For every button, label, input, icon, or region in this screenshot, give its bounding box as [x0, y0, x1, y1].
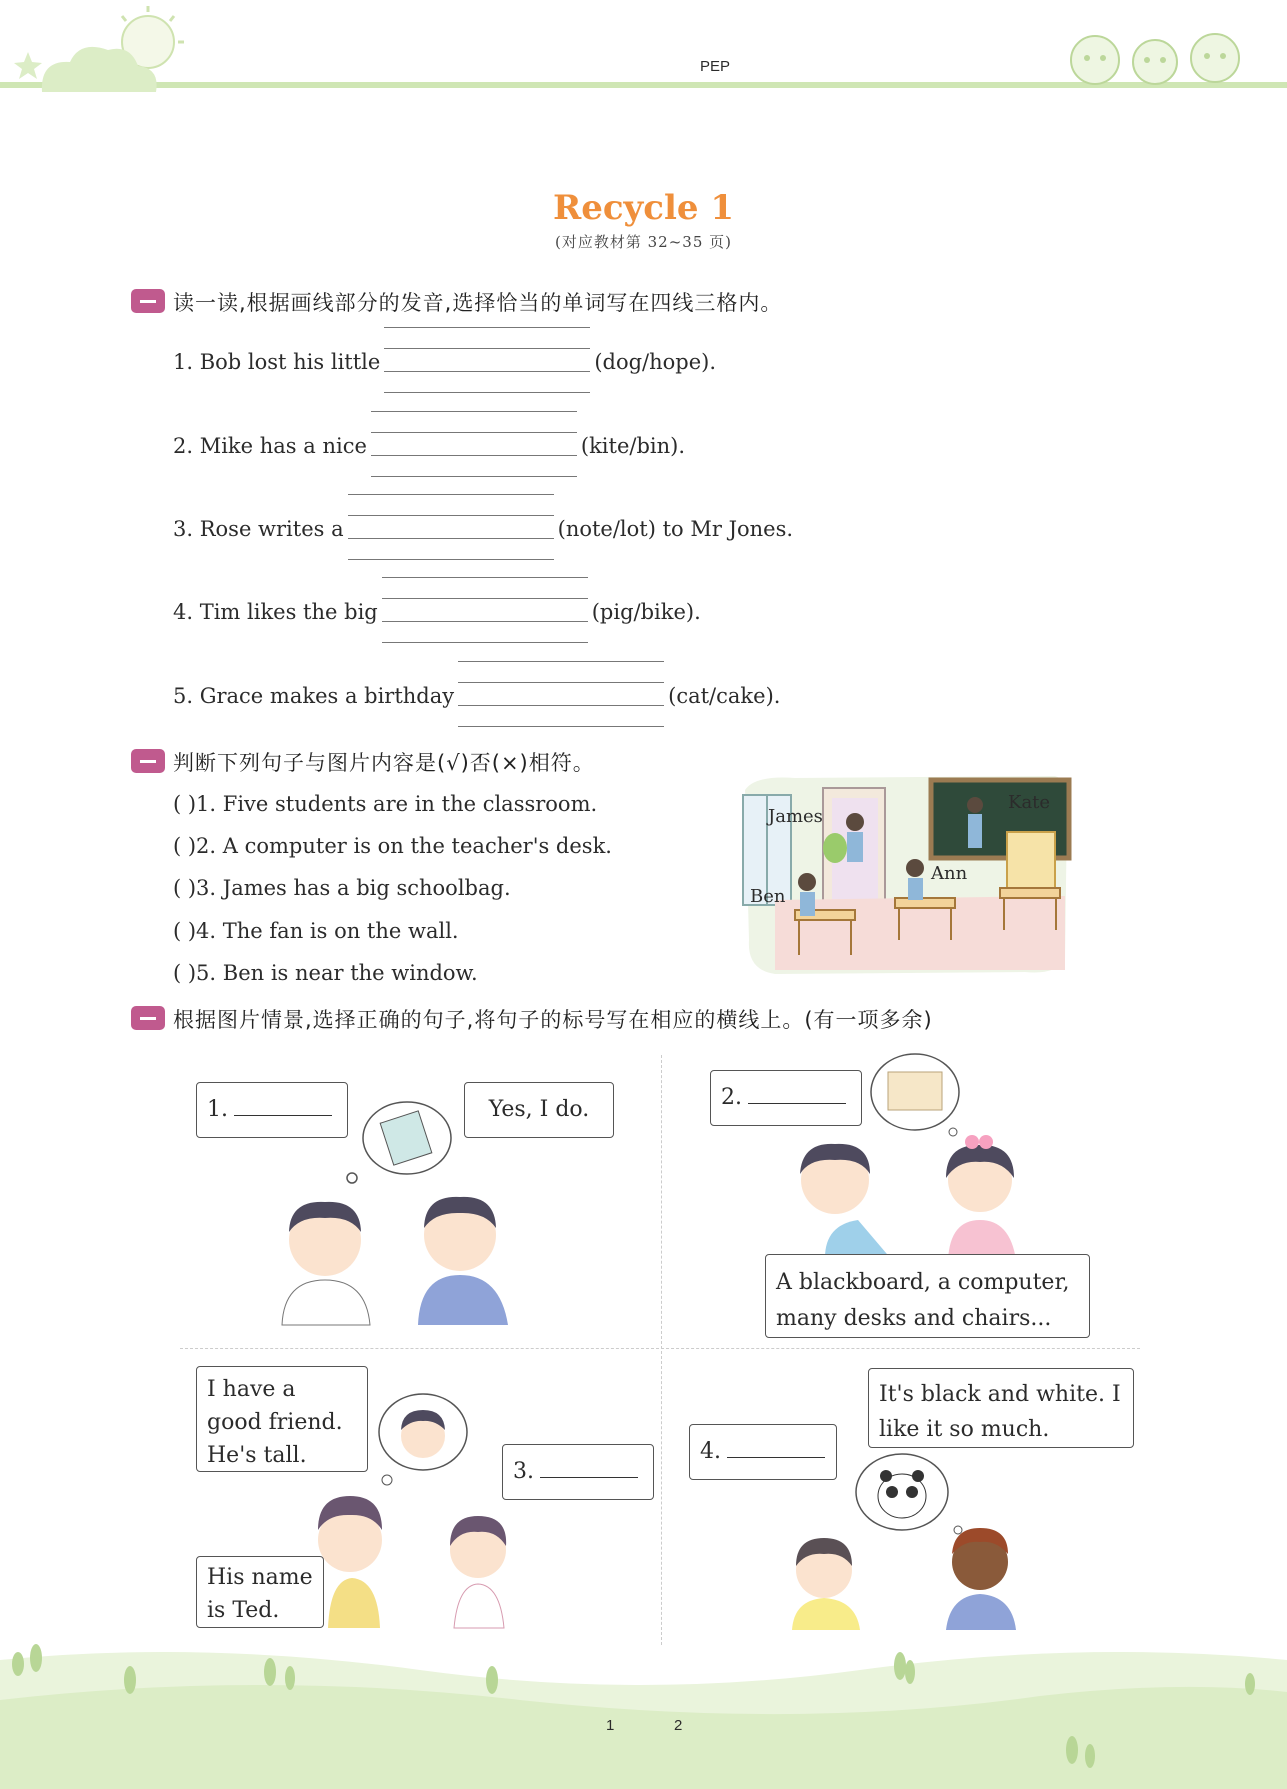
animal-faces-decoration [1055, 20, 1255, 90]
panel-2-reply-bubble: A blackboard, a computer, many desks and chairs... [765, 1254, 1090, 1338]
item-options: (pig/bike). [591, 600, 701, 624]
panel-3-speech-bubble-2: His name is Ted. [196, 1556, 324, 1628]
item-options: (note/lot) to Mr Jones. [557, 517, 794, 541]
label-kate: Kate [1008, 792, 1051, 813]
four-line-blank[interactable] [458, 683, 664, 703]
judgement-item[interactable]: ( )3. James has a big schoolbag. [173, 876, 511, 900]
section-2-instruction: 判断下列句子与图片内容是(√)否(×)相符。 [173, 751, 595, 775]
panel-2-illustration [780, 1050, 1030, 1260]
four-line-blank[interactable] [382, 599, 588, 619]
exercise-1-item [173, 349, 716, 374]
exercise-1-item [173, 433, 685, 458]
panel-2-blank-label: 2. [721, 1085, 742, 1110]
panel-3-illustration [300, 1390, 560, 1630]
panel-1-reply-bubble: Yes, I do. [464, 1082, 614, 1138]
item-prefix: 5. Grace makes a birthday [173, 684, 455, 708]
page-subtitle: (对应教材第 32~35 页) [555, 233, 732, 251]
judgement-item[interactable]: ( )5. Ben is near the window. [173, 961, 478, 985]
label-ann: Ann [931, 863, 968, 884]
classroom-picture [735, 770, 1075, 980]
four-line-blank[interactable] [384, 349, 590, 369]
panel-3-question-bubble [502, 1444, 654, 1500]
label-ben: Ben [750, 886, 786, 907]
section-2-badge [131, 749, 165, 773]
panel-4-illustration [780, 1450, 1030, 1630]
section-3-badge [131, 1006, 165, 1030]
page-number-left: 1 [606, 1717, 615, 1734]
panel-3-speech-bubble: I have a good friend. He's tall. [196, 1366, 368, 1472]
page-number-right: 2 [674, 1717, 683, 1734]
item-prefix: 1. Bob lost his little [173, 350, 381, 374]
item-options: (kite/bin). [580, 434, 686, 458]
item-prefix: 3. Rose writes a [173, 517, 344, 541]
judgement-item[interactable]: ( )4. The fan is on the wall. [173, 919, 459, 943]
page-title: Recycle 1 [552, 188, 735, 228]
panel-3-blank-label: 3. [513, 1459, 534, 1484]
sun-cloud-decoration [0, 0, 200, 110]
exercise-1-item [173, 683, 780, 708]
four-line-blank[interactable] [348, 516, 554, 536]
panel-divider-horizontal [180, 1348, 1140, 1349]
panel-divider-vertical [661, 1055, 662, 1645]
judgement-item[interactable]: ( )1. Five students are in the classroom. [173, 792, 598, 816]
four-line-blank[interactable] [371, 433, 577, 453]
label-james: James [768, 806, 823, 827]
section-1-instruction: 读一读,根据画线部分的发音,选择恰当的单词写在四线三格内。 [173, 291, 783, 315]
item-prefix: 4. Tim likes the big [173, 600, 378, 624]
panel-1-illustration [260, 1100, 530, 1330]
panel-1-blank-label: 1. [207, 1097, 228, 1122]
item-options: (dog/hope). [594, 350, 717, 374]
exercise-1-item [173, 599, 701, 624]
ground-decoration [0, 1630, 1287, 1789]
panel-4-blank-label: 4. [700, 1439, 721, 1464]
item-prefix: 2. Mike has a nice [173, 434, 367, 458]
section-3-instruction: 根据图片情景,选择正确的句子,将句子的标号写在相应的横线上。(有一项多余) [173, 1008, 933, 1032]
panel-4-reply-bubble: It's black and white. I like it so much. [868, 1368, 1134, 1448]
item-options: (cat/cake). [668, 684, 781, 708]
exercise-1-item [173, 516, 793, 541]
series-label: PEP [700, 58, 731, 75]
judgement-item[interactable]: ( )2. A computer is on the teacher's desk. [173, 834, 612, 858]
panel-3-answer-blank[interactable] [540, 1459, 638, 1478]
section-1-badge [131, 289, 165, 313]
